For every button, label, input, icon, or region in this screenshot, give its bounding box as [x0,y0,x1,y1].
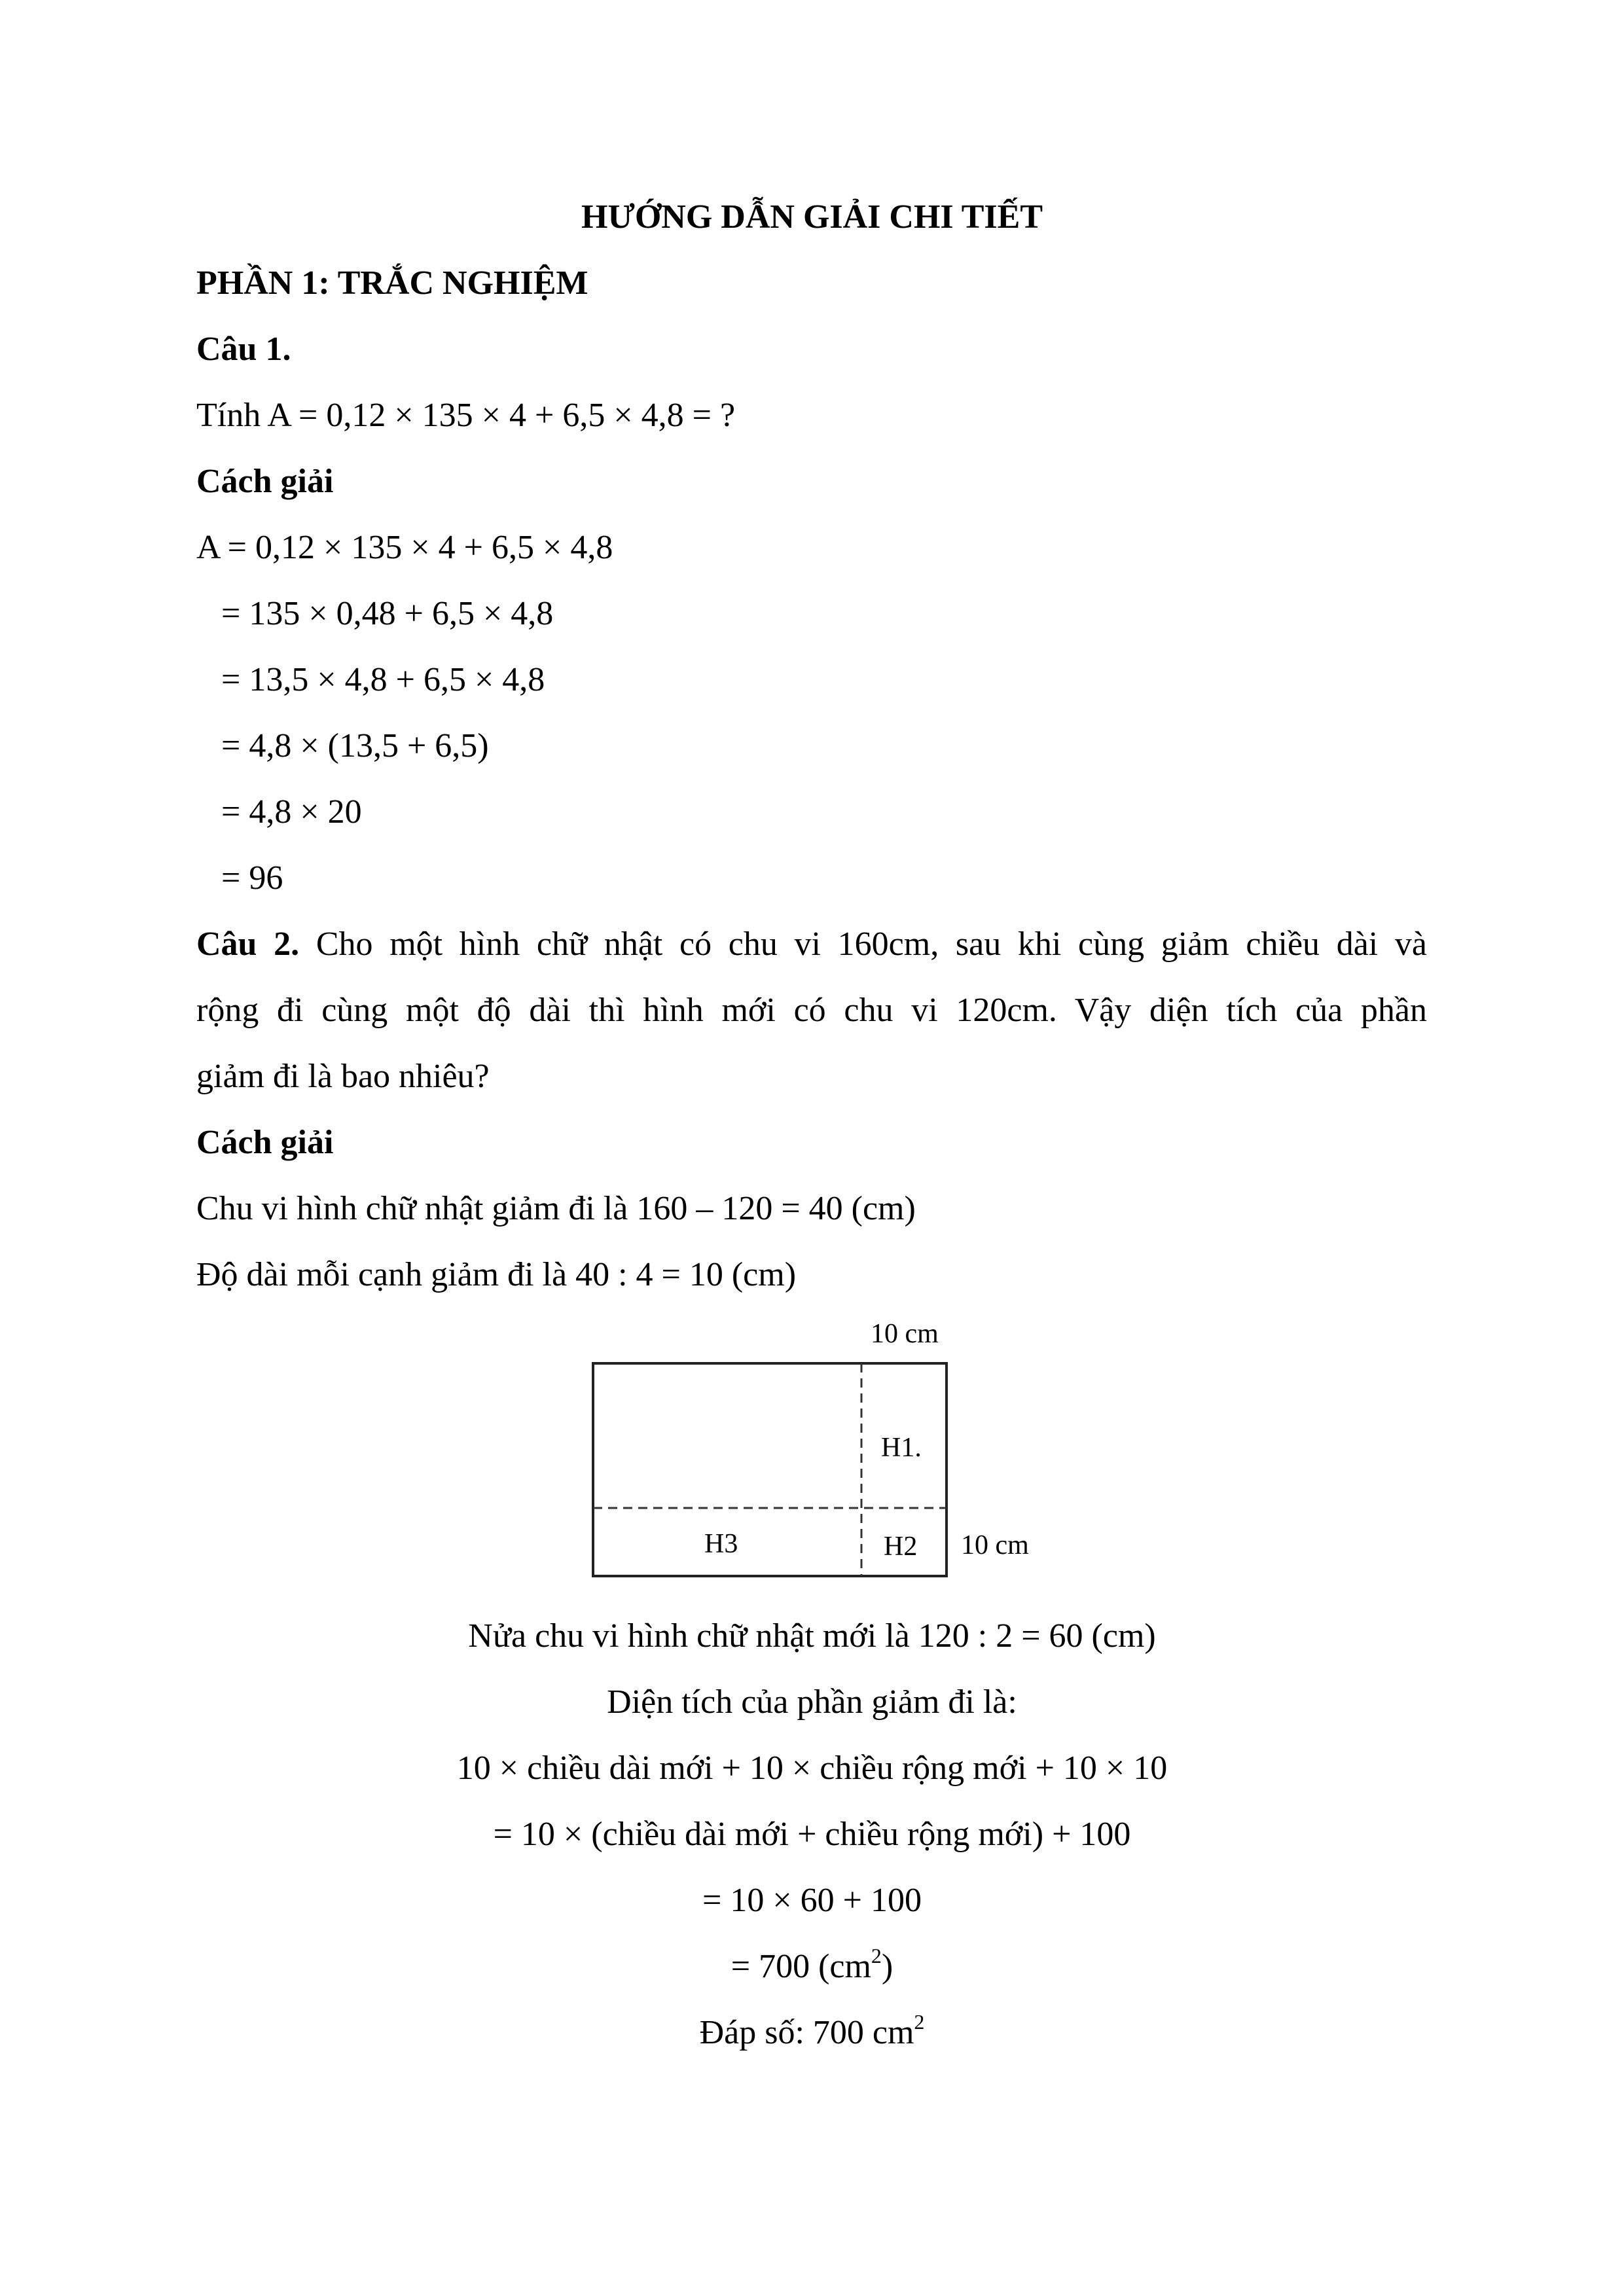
q1-step: A = 0,12 × 135 × 4 + 6,5 × 4,8 [196,529,613,566]
question-1-prompt: Tính A = 0,12 × 135 × 4 + 6,5 × 4,8 = ? [196,397,736,434]
question-2-prompt-line: giảm đi là bao nhiêu? [196,1058,490,1095]
question-2-label: Câu 2. [196,925,300,963]
question-2-prompt-line: rộng đi cùng một độ dài thì hình mới có chu vi 120cm. Vậy diện tích của phần [196,992,1427,1029]
question-1-label: Câu 1. [196,331,291,368]
question-2-method-heading: Cách giải [196,1124,334,1161]
question-2-prompt-line [196,925,1427,964]
q2-step: Độ dài mỗi cạnh giảm đi là 40 : 4 = 10 (cm) [196,1256,797,1293]
centered-step: Diện tích của phần giảm đi là: [607,1683,1017,1721]
rectangle-diagram [576,1306,1074,1600]
q2-step: Chu vi hình chữ nhật giảm đi là 160 – 120 = 40 (cm) [196,1190,916,1227]
page-title: HƯỚNG DẪN GIẢI CHI TIẾT [581,198,1043,236]
answer-text: Đáp số: 700 cm [699,2014,914,2051]
q1-step: = 4,8 × (13,5 + 6,5) [221,727,489,764]
centered-step: = 10 × 60 + 100 [702,1882,922,1919]
region-h2-label: H2 [884,1532,918,1562]
final-answer [0,2009,1624,2053]
centered-step: Nửa chu vi hình chữ nhật mới là 120 : 2 = 60 (cm) [468,1617,1156,1655]
result-close: ) [881,1948,893,1985]
region-h1-label: H1. [881,1433,922,1463]
question-2-prompt-text: Cho một hình chữ nhật có chu vi 160cm, sau khi cùng giảm chiều dài và [299,925,1427,963]
q1-step: = 96 [221,859,283,897]
question-1-method-heading: Cách giải [196,463,334,500]
region-h3-label: H3 [704,1529,738,1559]
centered-step: 10 × chiều dài mới + 10 × chiều rộng mới + 10 × 10 [456,1749,1168,1787]
q1-step: = 4,8 × 20 [221,793,362,831]
result-line [0,1943,1624,1986]
part-heading: PHẦN 1: TRẮC NGHIỆM [196,264,588,302]
centered-step: = 10 × (chiều dài mới + chiều rộng mới) + 100 [493,1816,1131,1853]
result-text: = 700 (cm [731,1948,871,1985]
answer-superscript: 2 [914,2009,925,2034]
q1-step: = 13,5 × 4,8 + 6,5 × 4,8 [221,661,545,698]
right-dimension-label: 10 cm [961,1530,1029,1560]
result-superscript: 2 [871,1943,882,1967]
top-dimension-label: 10 cm [871,1319,939,1349]
q1-step: = 135 × 0,48 + 6,5 × 4,8 [221,595,554,632]
